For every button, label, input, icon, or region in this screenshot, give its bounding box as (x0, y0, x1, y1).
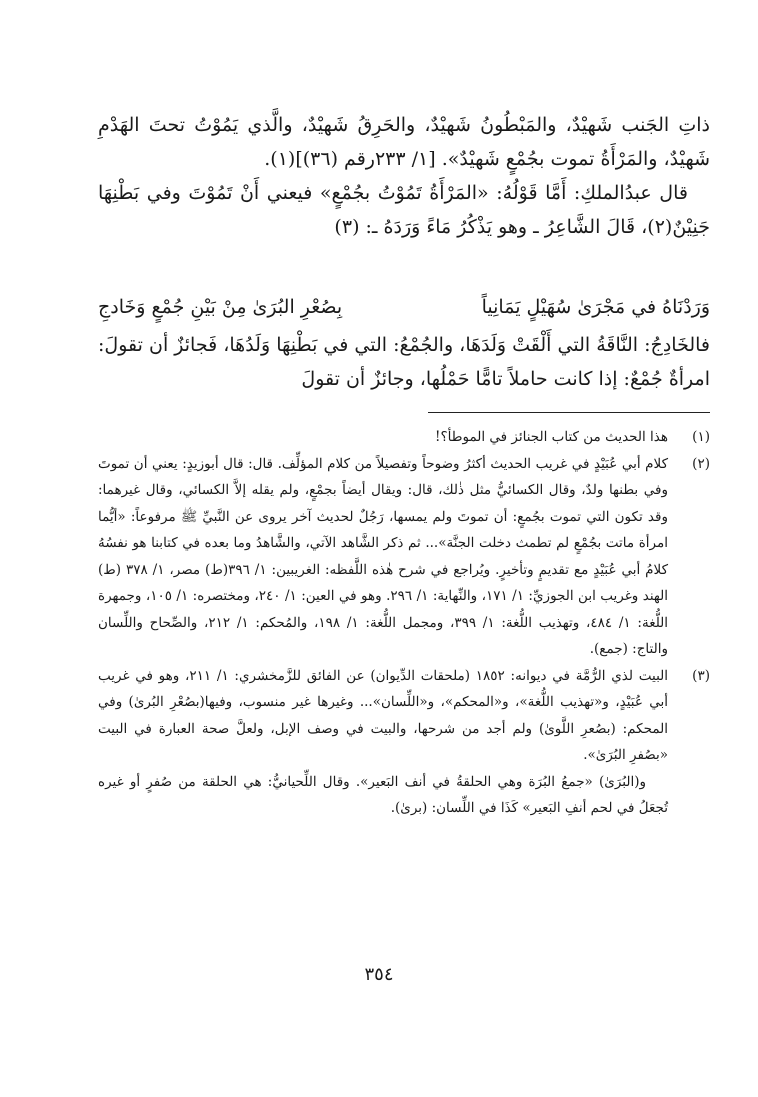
footnote-number: (١) (692, 429, 710, 445)
footnote-separator (428, 412, 710, 413)
main-paragraph-3: فالخَادِجُ: النَّاقَةُ التي أَلْقَتْ وَلَدَهَا، والجُمْعُ: التي في بَطْنِهَا وَلَدُهَا، فَجائزٌ أن تقولَ: امرأةٌ جُمْعٌ: إذا كانت حاملاً تامًّا حَمْلُها، وجائزٌ أن تقولَ (98, 334, 710, 390)
main-paragraph-1: ذاتِ الجَنب شَهيْدٌ، والمَبْطُونُ شَهيْدٌ، والحَرِقُ شَهيْدٌ، والَّذي يَمُوْتُ تحتَ الهَدْمِ شَهيْدٌ، والمَرْأَةُ تموت بجُمْعٍ شَهيْدٌ». [١/ ٢٣٣رقم (٣٦)](١). (98, 114, 710, 170)
verse-hemistich-first: وَرَدْنَاهُ في مَجْرَىٰ سُهَيْلٍ يَمَانِياً (481, 296, 710, 318)
footnote-text: هذا الحديث من كتاب الجنائز في الموطأ؟! (435, 429, 668, 445)
footnote-text: كلام أبي عُبَيْدٍ في غريب الحديث أكثرُ وضوحاً وتفصيلاً من كلام المؤلِّف. قال: قال أبوزيدٍ: يعني أن تموتَ وفي بطنها ولدٌ، وقال الكسائيُّ مثل ذٰلك، قال: ويقال أيضاً بجمْعٍ، ولم يقله إلاَّ الكسائي، وقال غيرهما: وقد تكون التي تموت بجُمعٍ: أن تموتَ ولم يمسها، رَجُلٌ لحديث آخر يروى عن النَّبيِّ ﷺ مرفوعاً: «أيُّما امرأة ماتت بجُمْعٍ لم تطمث دخلت الجنَّة»... ثم ذكر الشَّاهد الآتي، والشَّاهدُ وما بعده في كتابنا هو نفسُهُ كلامُ أبي عُبَيْدٍ مع تقديمٍ وتأخيرٍ. ويُراجع في شرح هٰذه اللَّفظه: الغريبين: ١/ ٣٩٦(ط) مصر، ١/ ٣٧٨ (ط) الهند وغريب ابن الجوزيِّ: ١/ ١٧١، والنِّهاية: ١/ ٢٩٦. وهو في العين: ١/ ٢٤٠، ومختصره: ١/ ١٠٥، وجمهرة اللُّغة: ١/ ٤٨٤، وتهذيب اللُّغة: ١/ ٣٩٩، ومجمل اللُّغة: ١/ ١٩٨، والمُحكم: ١/ ٢١٢، والصِّحاح واللِّسان والتاج: (جمع). (98, 455, 669, 657)
poetry-verse (98, 290, 710, 324)
footnote-number: (٢) (692, 455, 710, 472)
footnote-number: (٣) (692, 667, 710, 684)
footnote (98, 663, 710, 822)
footnote-text: البيت لذي الرُّمَّة في ديوانه: ١٨٥٢ (ملحقات الدِّيوان) عن الفائق للزَّمخشري: ١/ ٢١١، وهو في غريب أبي عُبَيْدٍ، و«تهذيب اللُّغة»، و«المحكم»، و«اللِّسان»... وغيرها غير منسوب، وفيها(بصُعْرِ البُرىٰ) وفي المحكم: (بصُعرِ اللَّوىٰ) ولم أجد من شرحها، والبيت في وصف الإبل، ولعلَّ صحة العبارة في البيت «بصُفرِ البُرَىٰ». (98, 667, 669, 763)
footnote (98, 424, 710, 451)
footnote (98, 451, 710, 663)
main-text (98, 108, 710, 244)
page-number: ٣٥٤ (364, 964, 394, 985)
verse-hemistich-second: بِصُعْرِ البُرَىٰ مِنْ بَيْنِ جُمْعٍ وَخَادجِ (98, 296, 343, 318)
footnotes (98, 424, 710, 822)
main-text-continued (98, 328, 710, 396)
footnote-text-continued: و(البُرَىٰ) «جمعُ البُرَة وهي الحلقةُ في أنف البَعير». وقال اللِّحيانيُّ: هي الحلقة من صُفرٍ أو غيره تُجعَلُ في لحم أنفِ البَعير» كَذَا في اللِّسان: (برىٰ). (98, 773, 668, 816)
main-paragraph-2: قال عبدُالملكِ: أَمَّا قَوْلُهُ: «المَرْأَةُ تَمُوْتُ بجُمْعٍ» فيعني أَنْ تَمُوْتَ وفي بَطْنِهَا جَنِيْنٌ(٢)، قَالَ الشَّاعِرُ ـ وهو يَذْكُرُ مَاءً وَرَدَهُ ـ: (٣) (98, 182, 710, 238)
